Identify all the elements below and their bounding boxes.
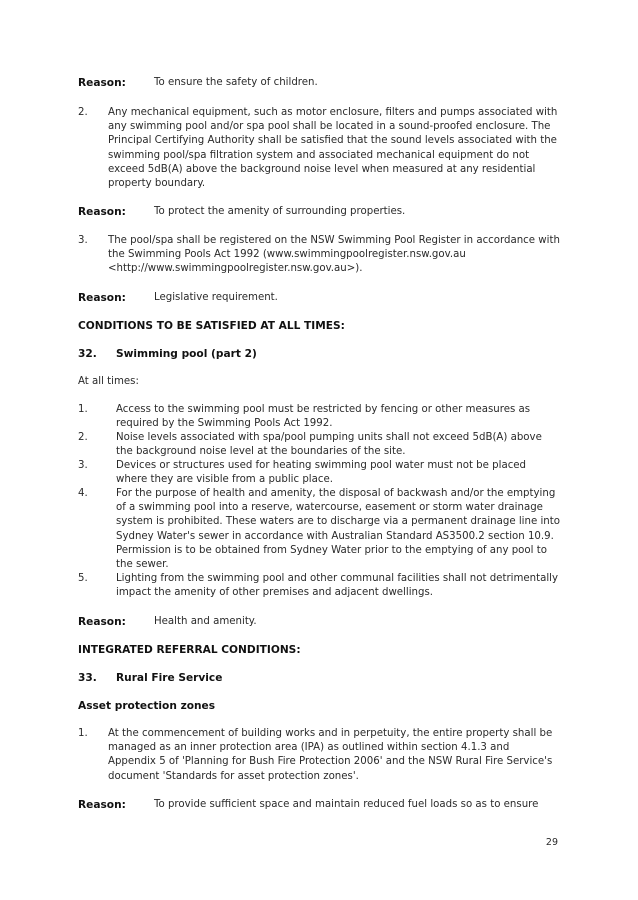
item-text: For the purpose of health and amenity, the disposal of backwash and/or the emptying of a swimming pool into a reserve, watercourse, easement or storm water drainage system is prohibited. These waters are to discharge via a permanent drainage line into Sydney Water's sewer in accordance with Australian Standard AS3500.2 section 10.9. Permission is to be obtained from Sydney Water prior to the emptying of any pool to the sewer. — [116, 488, 560, 571]
list-item — [78, 431, 560, 459]
item-number: 1. — [78, 404, 88, 415]
item-text: Noise levels associated with spa/pool pumping units shall not exceed 5dB(A) above the background noise level at the boundaries of the site. — [116, 432, 542, 458]
list-item — [78, 487, 560, 572]
item-number: 2. — [78, 107, 88, 118]
list-item — [78, 106, 560, 191]
list-item — [78, 234, 560, 277]
item-text: Any mechanical equipment, such as motor enclosure, filters and pumps associated with any swimming pool and/or spa pool shall be located in a sound-proofed enclosure. The Principal Certifying Authority shall be satisfied that the sound levels associated with the swimming pool/spa filtration system and associated mechanical equipment do not exceed 5dB(A) above the background noise level when measured at any residential property boundary. — [108, 107, 558, 190]
list-item — [78, 572, 560, 600]
item-text: Access to the swimming pool must be restricted by fencing or other measures as required by the Swimming Pools Act 1992. — [116, 404, 531, 430]
reason-label: Reason: — [78, 616, 126, 628]
condition-number: 33. — [78, 672, 97, 684]
condition-title: Rural Fire Service — [116, 672, 223, 684]
reason-label: Reason: — [78, 292, 126, 304]
item-text: Devices or structures used for heating swimming pool water must not be placed where they are visible from a public place. — [116, 460, 527, 486]
reason-label: Reason: — [78, 77, 126, 89]
item-number: 3. — [78, 235, 88, 246]
item-number: 1. — [78, 728, 88, 739]
page-number: 29 — [545, 837, 558, 848]
reason-text: Health and amenity. — [154, 616, 257, 627]
reason-text: To ensure the safety of children. — [154, 77, 318, 88]
item-number: 5. — [78, 573, 88, 584]
reason-text: Legislative requirement. — [154, 292, 278, 303]
condition-number: 32. — [78, 348, 97, 360]
condition-heading — [78, 347, 257, 361]
reason-text: To provide sufficient space and maintain reduced fuel loads so as to ensure — [154, 799, 539, 810]
item-text: The pool/spa shall be registered on the NSW Swimming Pool Register in accordance with the Swimming Pools Act 1992 (www.swimmingpoolregister.nsw.gov.au <http://www.swimmingpoolregister.nsw.gov.au>). — [108, 235, 560, 275]
reason-label: Reason: — [78, 799, 126, 811]
condition-heading — [78, 671, 223, 685]
item-number: 4. — [78, 488, 88, 499]
list-item — [78, 727, 560, 784]
subheading: Asset protection zones — [78, 700, 216, 712]
item-text: Lighting from the swimming pool and other communal facilities shall not detrimentally impact the amenity of other premises and adjacent dwellings. — [116, 573, 559, 599]
list-item — [78, 403, 560, 431]
reason-text: To protect the amenity of surrounding properties. — [154, 206, 406, 217]
list-item — [78, 459, 560, 487]
item-number: 3. — [78, 460, 88, 471]
condition-title: Swimming pool (part 2) — [116, 348, 257, 360]
item-text: At the commencement of building works and in perpetuity, the entire property shall be managed as an inner protection area (IPA) as outlined within section 4.1.3 and Appendix 5 of 'Planning for Bush Fire Protection 2006' and the NSW Rural Fire Service's document 'Standards for asset protection zones'. — [108, 728, 553, 782]
intro-text: At all times: — [78, 376, 139, 387]
section-heading: CONDITIONS TO BE SATISFIED AT ALL TIMES: — [78, 320, 345, 332]
item-number: 2. — [78, 432, 88, 443]
section-heading: INTEGRATED REFERRAL CONDITIONS: — [78, 644, 301, 656]
reason-label: Reason: — [78, 206, 126, 218]
